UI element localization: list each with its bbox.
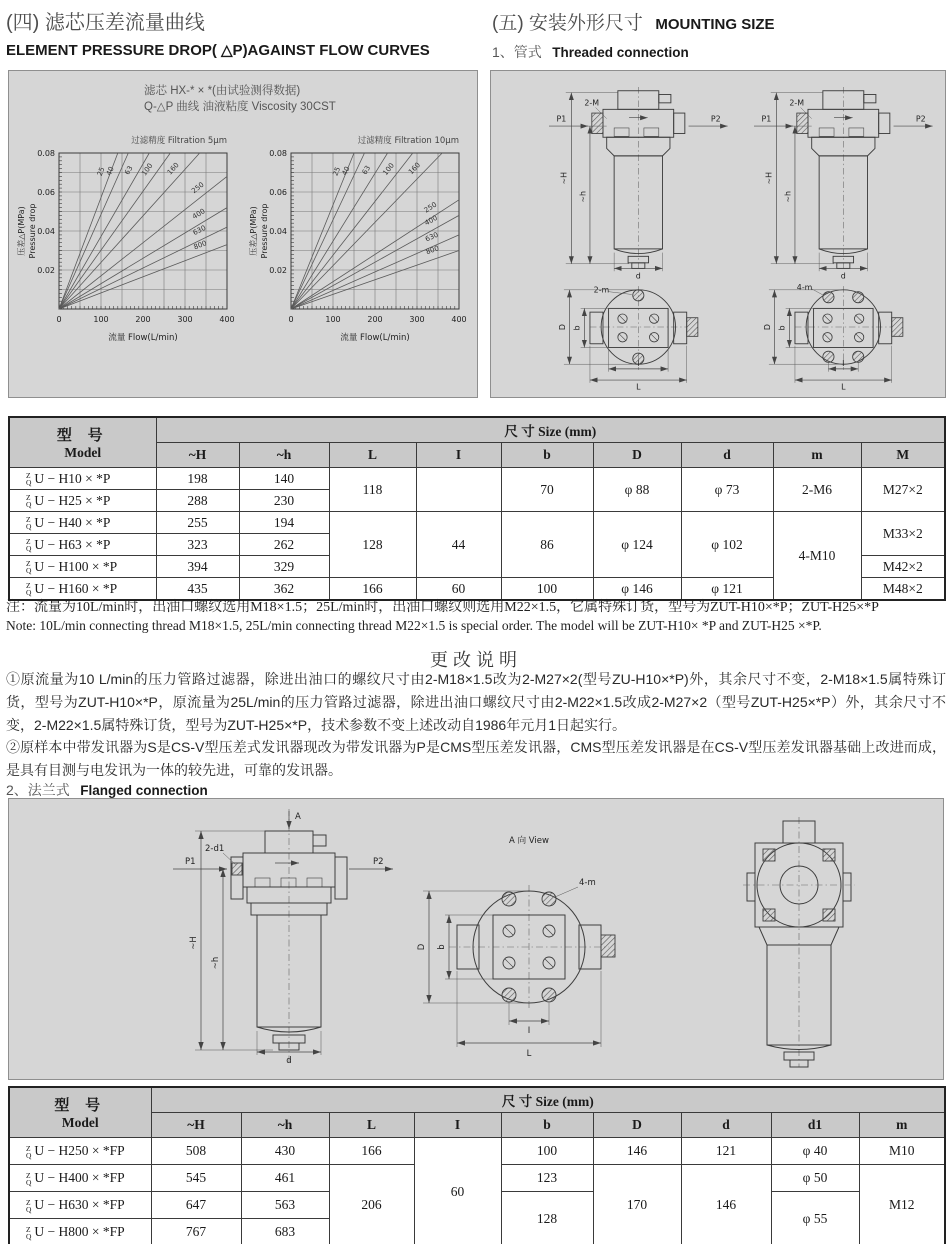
table-cell: 194 — [239, 512, 329, 534]
col-header: m — [773, 443, 861, 468]
table-cell: M48×2 — [861, 578, 945, 601]
size-header: 尺 寸 Size (mm) — [156, 417, 945, 443]
svg-text:25: 25 — [331, 165, 343, 178]
table-cell: 60 — [414, 1138, 501, 1244]
col-header: I — [416, 443, 501, 468]
prefix-top: Z — [26, 493, 31, 503]
table-cell: φ 102 — [681, 512, 773, 578]
svg-text:过滤精度 Filtration 5μm: 过滤精度 Filtration 5μm — [131, 136, 227, 146]
svg-text:0.02: 0.02 — [37, 266, 55, 275]
svg-text:800: 800 — [192, 239, 208, 252]
table-cell: 767 — [151, 1219, 241, 1244]
model-text: U − H630 × *FP — [34, 1197, 125, 1212]
model-text: U − H800 × *FP — [34, 1224, 125, 1239]
svg-text:0.06: 0.06 — [37, 188, 55, 197]
flanged-label — [6, 780, 208, 800]
table-cell: 461 — [241, 1165, 329, 1192]
table-cell: 508 — [151, 1138, 241, 1165]
left-title-zh: (四) 滤芯压差流量曲线 — [6, 12, 205, 34]
model-text: U − H100 × *P — [34, 558, 118, 574]
table-cell: 206 — [329, 1165, 414, 1244]
flanged-label-en: Flanged connection — [80, 783, 208, 798]
model-header-en: Model — [61, 1115, 99, 1130]
col-header: ~h — [239, 443, 329, 468]
table-cell: 86 — [501, 512, 593, 578]
dim-label-p2: P2 — [373, 857, 384, 867]
dim-label-h: ~h — [578, 190, 588, 203]
threaded-label-zh: 1、管式 — [492, 44, 542, 60]
table-cell: 166 — [329, 1138, 414, 1165]
table-cell: 121 — [681, 1138, 771, 1165]
table-header-row — [9, 1087, 945, 1113]
col-header: d1 — [771, 1113, 859, 1138]
table-cell: φ 40 — [771, 1138, 859, 1165]
prefix-bottom: Q — [26, 1150, 32, 1160]
svg-text:300: 300 — [409, 315, 425, 324]
table-cell: 100 — [501, 1138, 593, 1165]
model-header-en: Model — [64, 445, 102, 460]
svg-text:0: 0 — [288, 315, 294, 324]
svg-text:200: 200 — [135, 315, 151, 324]
col-header: m — [859, 1113, 945, 1138]
table-row — [9, 468, 945, 490]
table-cell: 288 — [156, 490, 239, 512]
svg-text:160: 160 — [165, 161, 181, 177]
svg-text:100: 100 — [93, 315, 109, 324]
prefix-bottom: Q — [26, 1204, 32, 1214]
table-cell: 128 — [501, 1192, 593, 1244]
table-cell: 362 — [239, 578, 329, 601]
svg-text:压差△P(MPa): 压差△P(MPa) — [249, 206, 258, 256]
table-cell: 262 — [239, 534, 329, 556]
table-cell: φ 55 — [771, 1192, 859, 1244]
dim-label-b: b — [572, 325, 582, 331]
dim-label-I: I — [842, 359, 845, 369]
dim-label-b: b — [437, 944, 447, 950]
col-header: ~H — [151, 1113, 241, 1138]
table-cell: 430 — [241, 1138, 329, 1165]
dim-label-port: 2-M — [789, 98, 805, 108]
flanged-filter-a-view-drawing — [389, 829, 669, 1064]
threaded-label — [492, 42, 947, 62]
table-cell: 323 — [156, 534, 239, 556]
table-cell: 329 — [239, 556, 329, 578]
table-cell: 70 — [501, 468, 593, 512]
table-cell: φ 124 — [593, 512, 681, 578]
table-cell: 123 — [501, 1165, 593, 1192]
svg-text:100: 100 — [381, 161, 396, 178]
svg-text:压差△P(MPa): 压差△P(MPa) — [17, 206, 26, 256]
col-header: ~h — [241, 1113, 329, 1138]
svg-text:100: 100 — [140, 161, 155, 178]
svg-text:300: 300 — [177, 315, 193, 324]
col-header: L — [329, 443, 416, 468]
dim-label-p2: P2 — [710, 114, 721, 124]
size-header: 尺 寸 Size (mm) — [151, 1087, 945, 1113]
dim-label-H: ~H — [764, 171, 774, 185]
prefix-bottom: Q — [26, 588, 32, 598]
prefix-top: Z — [26, 559, 31, 569]
col-header: d — [681, 1113, 771, 1138]
col-header: L — [329, 1113, 414, 1138]
table-header-row — [9, 417, 945, 443]
dim-label-h: ~h — [783, 190, 793, 203]
threaded-mounting-panel — [490, 70, 946, 398]
svg-text:800: 800 — [424, 244, 441, 257]
prefix-bottom: Q — [26, 478, 32, 488]
prefix-top: Z — [26, 581, 31, 591]
change-para-1: ①原流量为10 L/min的压力管路过滤器，除进出油口的螺纹尺寸由2-M18×1.5改为2-M27×2(型号ZU-H10×*P)外，其余尺寸不变，2-M18×1.5属特殊订货，型号为ZUT-H10×*P，原流量为25L/min的压力管路过滤器，除进出油口螺纹尺寸由2-M22×1.5改成2-M27×2（型号ZUT-H25×*P）外，其余尺寸不变，2-M22×1.5属特殊订货，型号为ZUT-H25×*P，技术参数不变上述改动自1986年元月1日起实行。 — [6, 671, 946, 733]
note-zh: 注：流量为10L/min时，出油口螺纹选用M18×1.5；25L/min时，出油口螺纹则选用M22×1.5，它属特殊订货，型号为ZUT-H10×*P；ZUT-H25×*P — [6, 600, 879, 615]
table-cell: φ 73 — [681, 468, 773, 512]
svg-text:Pressure drop: Pressure drop — [28, 203, 37, 259]
flanged-filter-side-drawing — [139, 803, 399, 1075]
note-block — [6, 596, 948, 634]
dim-label-p1: P1 — [761, 114, 772, 124]
left-section-heading — [6, 6, 476, 59]
svg-text:40: 40 — [104, 165, 116, 177]
dim-label-bolts: 4-m — [796, 282, 813, 292]
col-header: D — [593, 443, 681, 468]
table-cell: 166 — [329, 578, 416, 601]
model-cell — [9, 556, 156, 578]
model-cell — [9, 1138, 151, 1165]
pressure-drop-chart-10um — [247, 127, 475, 373]
dim-label-L: L — [526, 1049, 532, 1059]
dim-label-H: ~H — [189, 936, 199, 950]
model-header — [9, 1087, 151, 1138]
col-header: b — [501, 443, 593, 468]
table-row — [9, 1138, 945, 1165]
right-title-en: MOUNTING SIZE — [655, 16, 775, 33]
svg-text:200: 200 — [367, 315, 383, 324]
table-cell — [416, 468, 501, 512]
flanged-size-table — [8, 1086, 946, 1244]
flanged-mounting-panel — [8, 798, 944, 1080]
note-en: Note: 10L/min connecting thread M18×1.5, 25L/min connecting thread M22×1.5 is special order. The model will be ZUT-H10× *P and ZUT-H25 ×*P. — [6, 618, 822, 633]
model-text: U − H40 × *P — [34, 514, 111, 530]
table-cell: M33×2 — [861, 512, 945, 556]
dim-label-L: L — [841, 382, 846, 392]
svg-text:0.06: 0.06 — [269, 188, 287, 197]
dim-label-l: l — [637, 359, 640, 369]
svg-text:250: 250 — [190, 180, 206, 196]
pressure-drop-chart-5um — [15, 127, 243, 373]
table-cell: 545 — [151, 1165, 241, 1192]
svg-text:100: 100 — [325, 315, 341, 324]
col-header: D — [593, 1113, 681, 1138]
dim-label-A: A — [295, 812, 301, 822]
svg-text:0.04: 0.04 — [269, 227, 287, 236]
model-header-zh: 型 号 — [56, 428, 109, 444]
dim-label-bolts: 2-m — [593, 285, 610, 295]
prefix-bottom: Q — [26, 500, 32, 510]
prefix-top: Z — [26, 1224, 31, 1234]
dim-label-h: ~h — [211, 956, 221, 970]
flanged-filter-front-drawing — [699, 811, 899, 1071]
prefix-top: Z — [26, 1143, 31, 1153]
table-cell: 230 — [239, 490, 329, 512]
svg-text:0.02: 0.02 — [269, 266, 287, 275]
prefix-top: Z — [26, 1197, 31, 1207]
svg-text:63: 63 — [360, 164, 373, 177]
table-cell: 146 — [681, 1165, 771, 1244]
dim-label-D: D — [417, 943, 427, 951]
svg-text:63: 63 — [123, 164, 135, 177]
prefix-top: Z — [26, 537, 31, 547]
table-cell: M12 — [859, 1165, 945, 1244]
model-header — [9, 417, 156, 468]
a-view-caption: A 向 View — [509, 836, 549, 846]
dim-label-D: D — [557, 323, 567, 331]
dim-label-L: L — [636, 382, 641, 392]
table-cell: 100 — [501, 578, 593, 601]
table-cell: M27×2 — [861, 468, 945, 512]
table-cell: 118 — [329, 468, 416, 512]
prefix-top: Z — [26, 515, 31, 525]
svg-text:Pressure drop: Pressure drop — [260, 203, 269, 259]
right-title — [492, 8, 947, 35]
charts-header-line1: 滤芯 HX-* × *(由试验测得数据) — [144, 85, 301, 97]
table-cell: φ 88 — [593, 468, 681, 512]
col-header: b — [501, 1113, 593, 1138]
table-cell: φ 121 — [681, 578, 773, 601]
change-para-2: ②原样本中带发讯器为S是CS-V型压差式发讯器现改为带发讯器为P是CMS型压差发讯器，CMS型压差发讯器是在CS-V型压差发讯器基础上改进而成，是具有目测与电发讯为一体的较先进，可靠的发讯器。 — [6, 739, 946, 778]
table-cell: M10 — [859, 1138, 945, 1165]
table-cell: φ 50 — [771, 1165, 859, 1192]
model-text: U − H250 × *FP — [34, 1143, 125, 1158]
flanged-label-zh: 2、法兰式 — [6, 782, 70, 798]
threaded-size-table — [8, 416, 946, 601]
svg-text:40: 40 — [340, 165, 352, 177]
dim-label-p1: P1 — [185, 857, 196, 867]
right-title-zh: (五) 安装外形尺寸 — [492, 13, 643, 34]
table-cell: 60 — [416, 578, 501, 601]
svg-text:0.08: 0.08 — [37, 149, 55, 158]
table-cell: 435 — [156, 578, 239, 601]
svg-text:400: 400 — [423, 213, 439, 228]
svg-text:400: 400 — [451, 315, 467, 324]
dim-label-d: d — [286, 1056, 292, 1066]
prefix-top: Z — [26, 471, 31, 481]
table-cell: 563 — [241, 1192, 329, 1219]
table-cell: 44 — [416, 512, 501, 578]
model-cell — [9, 468, 156, 490]
table-cell: 128 — [329, 512, 416, 578]
col-header: I — [414, 1113, 501, 1138]
svg-text:0: 0 — [56, 315, 62, 324]
model-header-zh: 型 号 — [54, 1098, 107, 1114]
table-cell: 255 — [156, 512, 239, 534]
table-row — [9, 512, 945, 534]
svg-text:0.08: 0.08 — [269, 149, 287, 158]
prefix-bottom: Q — [26, 1231, 32, 1241]
dim-label-I: I — [527, 1026, 531, 1036]
svg-text:过滤精度 Filtration 10μm: 过滤精度 Filtration 10μm — [357, 136, 459, 146]
dim-label-2d1: 2-d1 — [205, 844, 225, 854]
svg-text:400: 400 — [191, 207, 207, 221]
prefix-bottom: Q — [26, 566, 32, 576]
svg-text:160: 160 — [407, 160, 423, 177]
charts-header — [144, 83, 336, 115]
threaded-filter-drawing-2m — [536, 73, 736, 395]
prefix-bottom: Q — [26, 544, 32, 554]
model-text: U − H10 × *P — [34, 470, 111, 486]
dim-label-p1: P1 — [556, 114, 567, 124]
prefix-top: Z — [26, 1170, 31, 1180]
pressure-drop-charts-panel — [8, 70, 478, 398]
change-title: 更改说明 — [430, 650, 522, 670]
table-cell: 2-M6 — [773, 468, 861, 512]
table-cell: 170 — [593, 1165, 681, 1244]
dim-label-d: d — [840, 271, 846, 281]
svg-text:0.04: 0.04 — [37, 227, 55, 236]
svg-text:流量 Flow(L/min): 流量 Flow(L/min) — [108, 333, 178, 343]
model-cell — [9, 1165, 151, 1192]
table-cell: 647 — [151, 1192, 241, 1219]
dim-label-port: 2-M — [584, 98, 600, 108]
model-cell — [9, 512, 156, 534]
threaded-label-en: Threaded connection — [552, 45, 689, 60]
charts-header-line2: Q-△P 曲线 油液粘度 Viscosity 30CST — [144, 101, 336, 113]
dim-label-bolts: 4-m — [579, 878, 596, 888]
model-cell — [9, 490, 156, 512]
svg-text:流量 Flow(L/min): 流量 Flow(L/min) — [340, 333, 410, 343]
dim-label-p2: P2 — [915, 114, 926, 124]
model-text: U − H25 × *P — [34, 492, 111, 508]
prefix-bottom: Q — [26, 522, 32, 532]
col-header: ~H — [156, 443, 239, 468]
table-cell: 140 — [239, 468, 329, 490]
svg-text:400: 400 — [219, 315, 235, 324]
col-header: M — [861, 443, 945, 468]
model-text: U − H63 × *P — [34, 536, 111, 552]
svg-text:630: 630 — [424, 230, 440, 244]
table-cell: M42×2 — [861, 556, 945, 578]
svg-text:630: 630 — [191, 223, 208, 238]
table-cell: 198 — [156, 468, 239, 490]
model-text: U − H400 × *FP — [34, 1170, 125, 1185]
table-cell: φ 146 — [593, 578, 681, 601]
right-section-heading — [492, 8, 947, 62]
model-cell — [9, 1219, 151, 1244]
left-title-en: ELEMENT PRESSURE DROP( △P)AGAINST FLOW CURVES — [6, 42, 430, 59]
model-text: U − H160 × *P — [34, 580, 118, 596]
svg-text:250: 250 — [422, 200, 439, 215]
dim-label-d: d — [635, 271, 641, 281]
dim-label-b: b — [777, 325, 787, 331]
svg-text:25: 25 — [95, 166, 107, 178]
dim-label-H: ~H — [559, 171, 569, 185]
table-cell: 146 — [593, 1138, 681, 1165]
model-cell — [9, 1192, 151, 1219]
col-header: d — [681, 443, 773, 468]
prefix-bottom: Q — [26, 1177, 32, 1187]
model-cell — [9, 534, 156, 556]
threaded-filter-drawing-4m — [741, 73, 941, 395]
table-cell: 683 — [241, 1219, 329, 1244]
table-cell: 4-M10 — [773, 512, 861, 601]
dim-label-D: D — [762, 323, 772, 331]
table-cell: 394 — [156, 556, 239, 578]
